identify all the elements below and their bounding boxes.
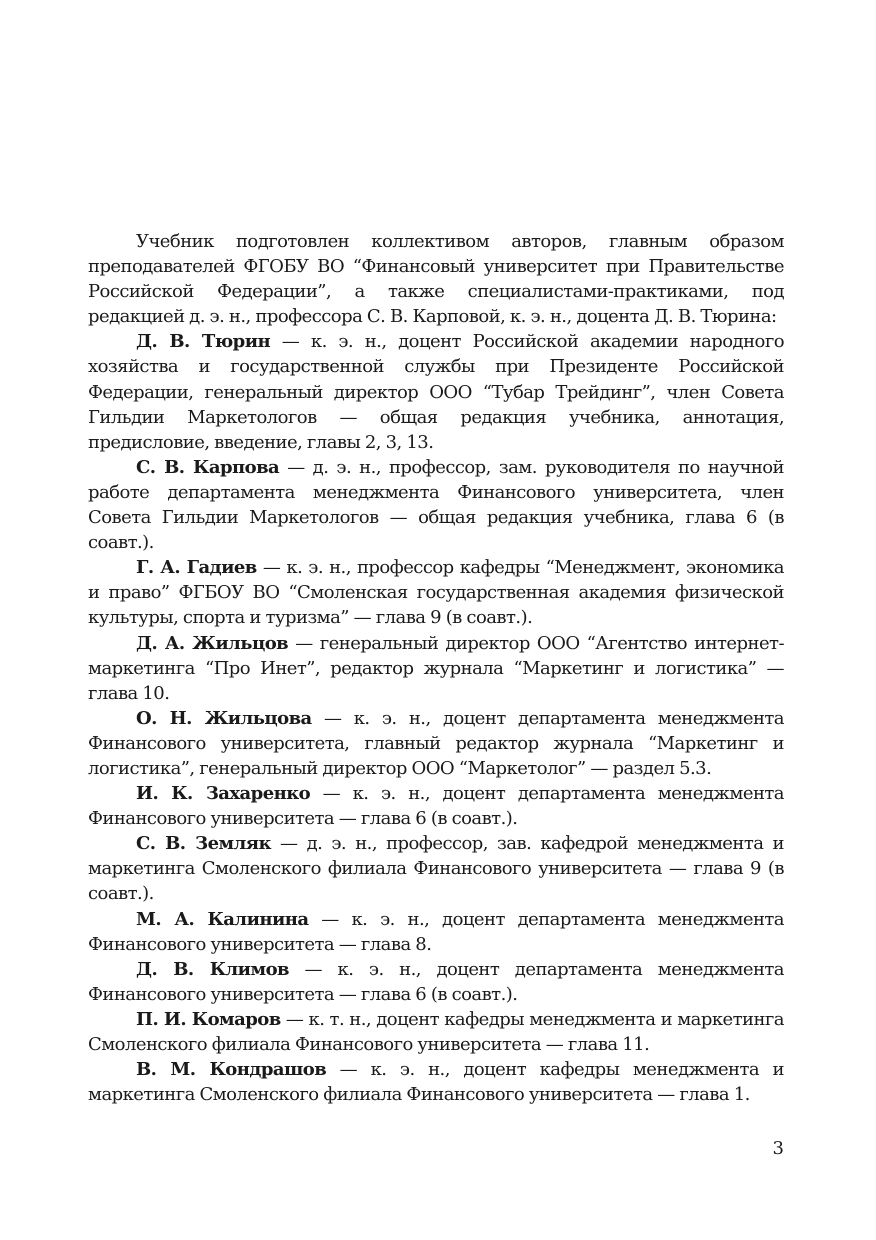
author-name: О. Н. Жильцова (136, 707, 312, 729)
author-description: — к. э. н., доцент департамента менеджмента Финансового университета — глава 6 (в соавт.). (88, 783, 784, 830)
page-number: 3 (772, 1138, 784, 1159)
author-description: — к. э. н., доцент кафедры менеджмента и маркетинга Смоленского филиала Финансового университета — глава 1. (88, 1059, 784, 1106)
author-entry (88, 329, 784, 454)
author-entry (88, 455, 784, 555)
author-entry (88, 631, 784, 706)
author-description: — к. э. н., доцент департамента менеджмента Финансового университета, главный редактор журнала “Маркетинг и логистика”, генеральный директор ООО “Маркетолог” — раздел 5.3. (88, 707, 784, 779)
author-description: — к. э. н., доцент департамента менеджмента Финансового университета — глава 8. (88, 908, 784, 955)
author-name: Д. В. Климов (136, 958, 289, 980)
author-description: — к. э. н., доцент департамента менеджмента Финансового университета — глава 6 (в соавт.). (88, 958, 784, 1005)
author-description: — к. э. н., профессор кафедры “Менеджмент, экономика и право” ФГБОУ ВО “Смоленская государственная академия физической культуры, спорта и туризма” — глава 9 (в соавт.). (88, 557, 784, 629)
author-name: И. К. Захаренко (136, 783, 311, 805)
author-entry (88, 831, 784, 906)
author-name: М. А. Калинина (136, 908, 309, 930)
author-description: — д. э. н., профессор, зав. кафедрой менеджмента и маркетинга Смоленского филиала Финансового университета — глава 9 (в соавт.). (88, 833, 784, 905)
author-name: Д. В. Тюрин (136, 331, 271, 353)
author-entry (88, 907, 784, 957)
author-name: П. И. Комаров (136, 1008, 281, 1030)
intro-paragraph: Учебник подготовлен коллективом авторов, главным образом преподавателей ФГОБУ ВО “Финансовый университет при Правительстве Российской Федерации”, а также специалистами-практиками, под редакцией д. э. н., профессора С. В. Карповой, к. э. н., доцента Д. В. Тюрина: (88, 231, 784, 328)
author-entry (88, 706, 784, 781)
author-description: — к. т. н., доцент кафедры менеджмента и маркетинга Смоленского филиала Финансового университета — глава 11. (88, 1008, 784, 1055)
author-name: С. В. Карпова (136, 456, 280, 478)
author-entry (88, 555, 784, 630)
author-entry (88, 1057, 784, 1107)
author-name: Г. А. Гадиев (136, 557, 257, 579)
author-description: — к. э. н., доцент Российской академии народного хозяйства и государственной службы при Президенте Российской Федерации, генеральный директор ООО “Тубар Трейдинг”, член Совета Гильдии Маркетологов — общая редакция учебника, аннотация, предисловие, введение, главы 2, 3, 13. (88, 331, 784, 453)
page-body (88, 229, 784, 1107)
author-name: С. В. Земляк (136, 833, 271, 855)
author-entry (88, 957, 784, 1007)
author-entry (88, 781, 784, 831)
author-description: — д. э. н., профессор, зам. руководителя по научной работе департамента менеджмента Финансового университета, член Совета Гильдии Маркетологов — общая редакция учебника, глава 6 (в соавт.). (88, 456, 784, 554)
author-description: — генеральный директор ООО “Агентство интернет-маркетинга “Про Инет”, редактор журнала “Маркетинг и логистика” — глава 10. (88, 632, 784, 704)
author-name: В. М. Кондрашов (136, 1059, 327, 1081)
author-name: Д. А. Жильцов (136, 632, 289, 654)
author-entry (88, 1007, 784, 1057)
